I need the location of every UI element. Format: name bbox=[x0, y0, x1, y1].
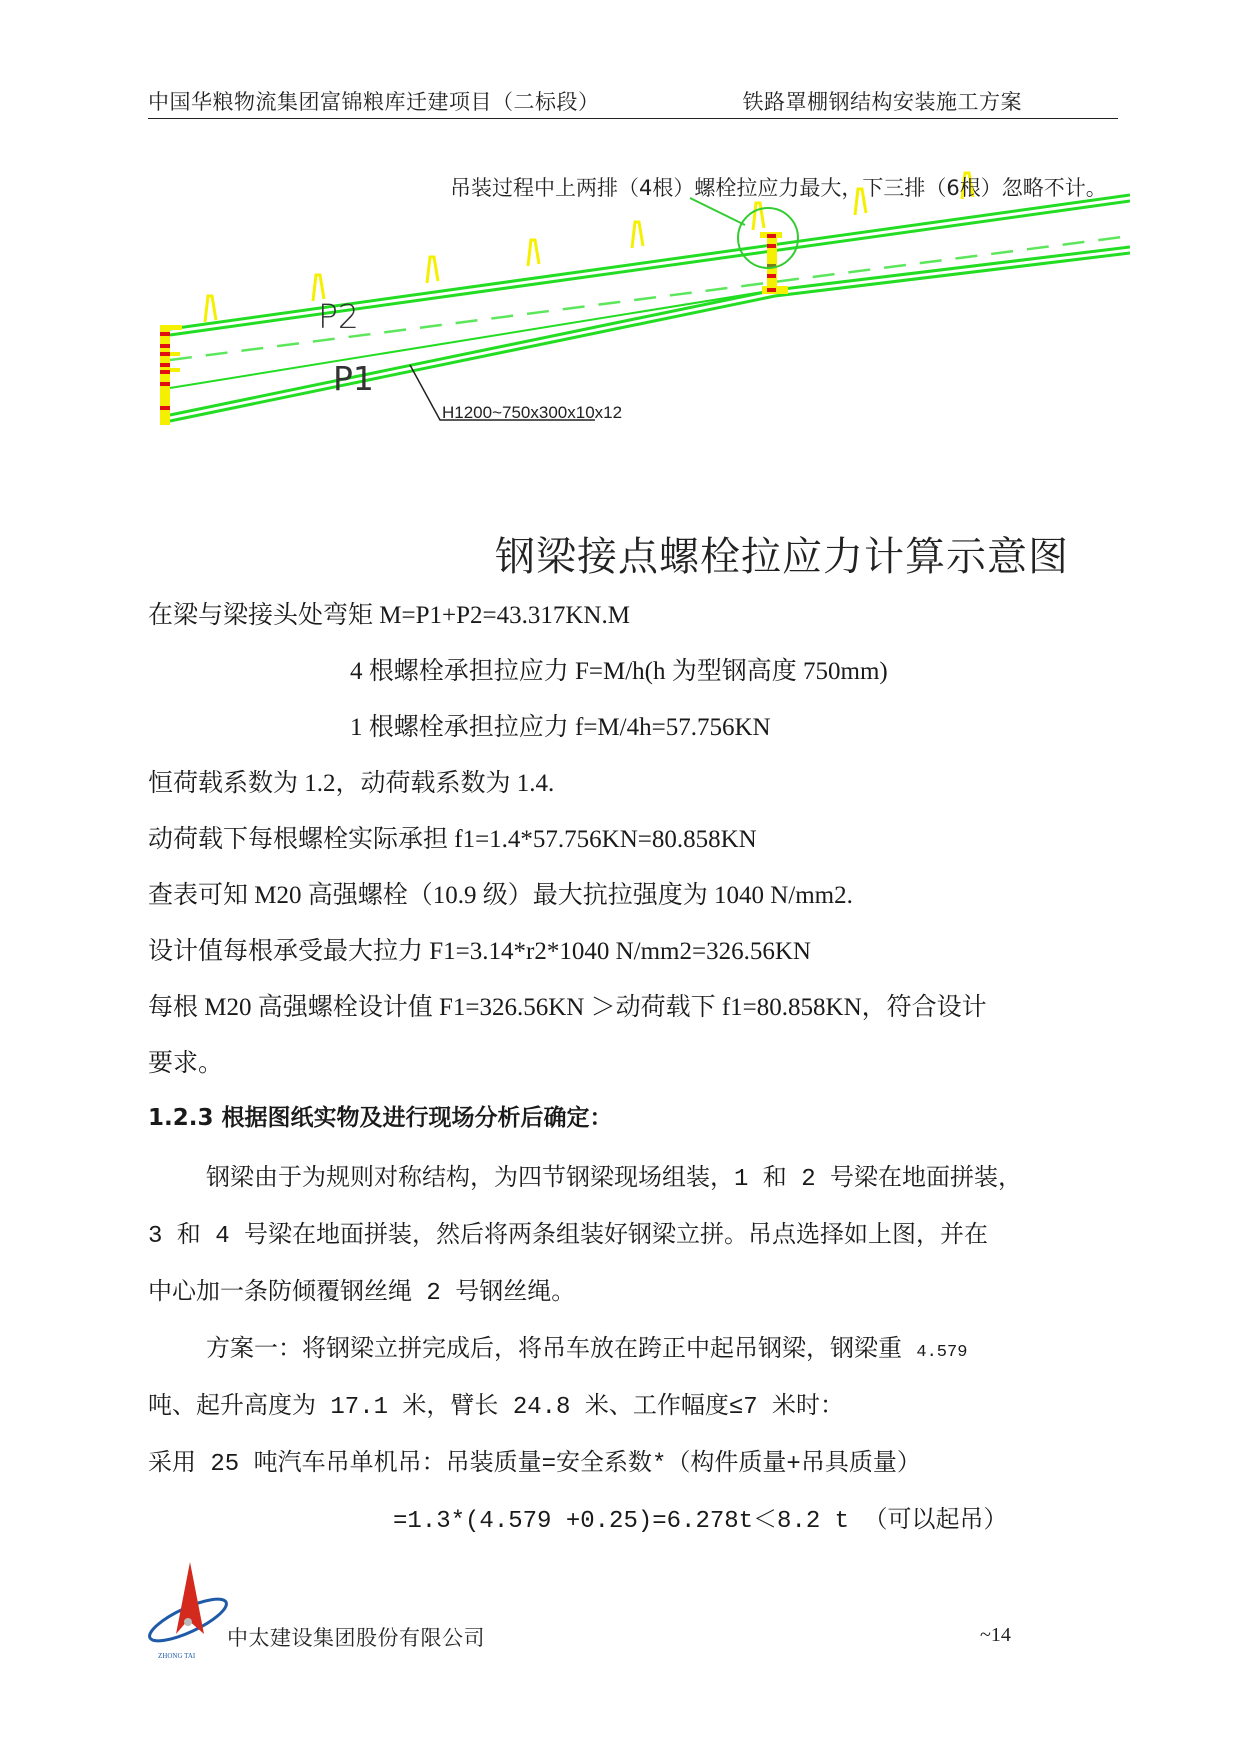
calc-line-design-value: 设计值每根承受最大拉力 F1=3.14*r2*1040 N/mm2=326.56KN bbox=[148, 938, 811, 965]
calc-line-dynamic-load: 动荷载下每根螺栓实际承担 f1=1.4*57.756KN=80.858KN bbox=[148, 826, 757, 853]
bolt-stress-diagram bbox=[150, 150, 1130, 480]
section-heading: 1.2.3 根据图纸实物及进行现场分析后确定： bbox=[148, 1105, 613, 1131]
calc-line-conclusion: 每根 M20 高强螺栓设计值 F1=326.56KN ＞动荷载下 f1=80.858KN，符合设计 bbox=[148, 994, 987, 1021]
calc-line-one-bolt: 1 根螺栓承担拉应力 f=M/4h=57.756KN bbox=[350, 714, 771, 741]
calc-line-moment: 在梁与梁接头处弯矩 M=P1+P2=43.317KN.M bbox=[148, 602, 630, 629]
logo-text: ZHONG TAI bbox=[158, 1652, 196, 1660]
left-end-plate bbox=[160, 325, 182, 425]
project-title: 中国华粮物流集团富锦粮库迁建项目（二标段） bbox=[148, 90, 600, 114]
label-p1: P1 bbox=[333, 359, 374, 398]
figure-caption: 钢梁接点螺栓拉应力计算示意图 bbox=[495, 534, 1069, 580]
footer-company-name: 中太建设集团股份有限公司 bbox=[227, 1626, 485, 1650]
plan-one-text: 方案一：将钢梁立拼完成后，将吊车放在跨正中起吊钢梁，钢梁重 bbox=[206, 1337, 902, 1364]
beam-weight-value: 4.579 bbox=[916, 1343, 968, 1362]
paragraph-2-line-3: 采用 25 吨汽车吊单机吊：吊装质量=安全系数*（构件质量+吊具质量） bbox=[148, 1451, 921, 1478]
calc-line-conclusion-end: 要求。 bbox=[148, 1050, 224, 1077]
calc-line-strength: 查表可知 M20 高强螺栓（10.9 级）最大抗拉强度为 1040 N/mm2. bbox=[148, 882, 853, 909]
calc-line-load-factors: 恒荷载系数为 1.2，动荷载系数为 1.4. bbox=[148, 770, 555, 797]
calc-line-four-bolts: 4 根螺栓承担拉应力 F=M/h(h 为型钢高度 750mm) bbox=[350, 658, 888, 685]
page-number: ~14 bbox=[980, 1624, 1011, 1646]
section-label: H1200~750x300x10x12 bbox=[442, 403, 623, 422]
paragraph-1-line-1: 钢梁由于为规则对称结构，为四节钢梁现场组装，1 和 2 号梁在地面拼装， bbox=[206, 1166, 1023, 1193]
document-title: 铁路罩棚钢结构安装施工方案 bbox=[742, 90, 1022, 114]
paragraph-1-line-3: 中心加一条防倾覆钢丝绳 2 号钢丝绳。 bbox=[148, 1280, 576, 1307]
paragraph-2-line-2: 吨、起升高度为 17.1 米，臂长 24.8 米、工作幅度≤7 米时： bbox=[148, 1394, 845, 1421]
page-header bbox=[148, 84, 1118, 119]
paragraph-2-line-1 bbox=[206, 1328, 967, 1364]
paragraph-1-line-2: 3 和 4 号梁在地面拼装，然后将两条组装好钢梁立拼。吊点选择如上图，并在 bbox=[148, 1223, 989, 1250]
paragraph-2-line-4: =1.3*(4.579 +0.25)=6.278t＜8.2 t （可以起吊） bbox=[393, 1508, 1008, 1535]
diagram-annotation: 吊装过程中上两排（4根）螺栓拉应力最大，下三排（6根）忽略不计。 bbox=[450, 176, 1107, 200]
label-p2: P2 bbox=[318, 297, 359, 336]
